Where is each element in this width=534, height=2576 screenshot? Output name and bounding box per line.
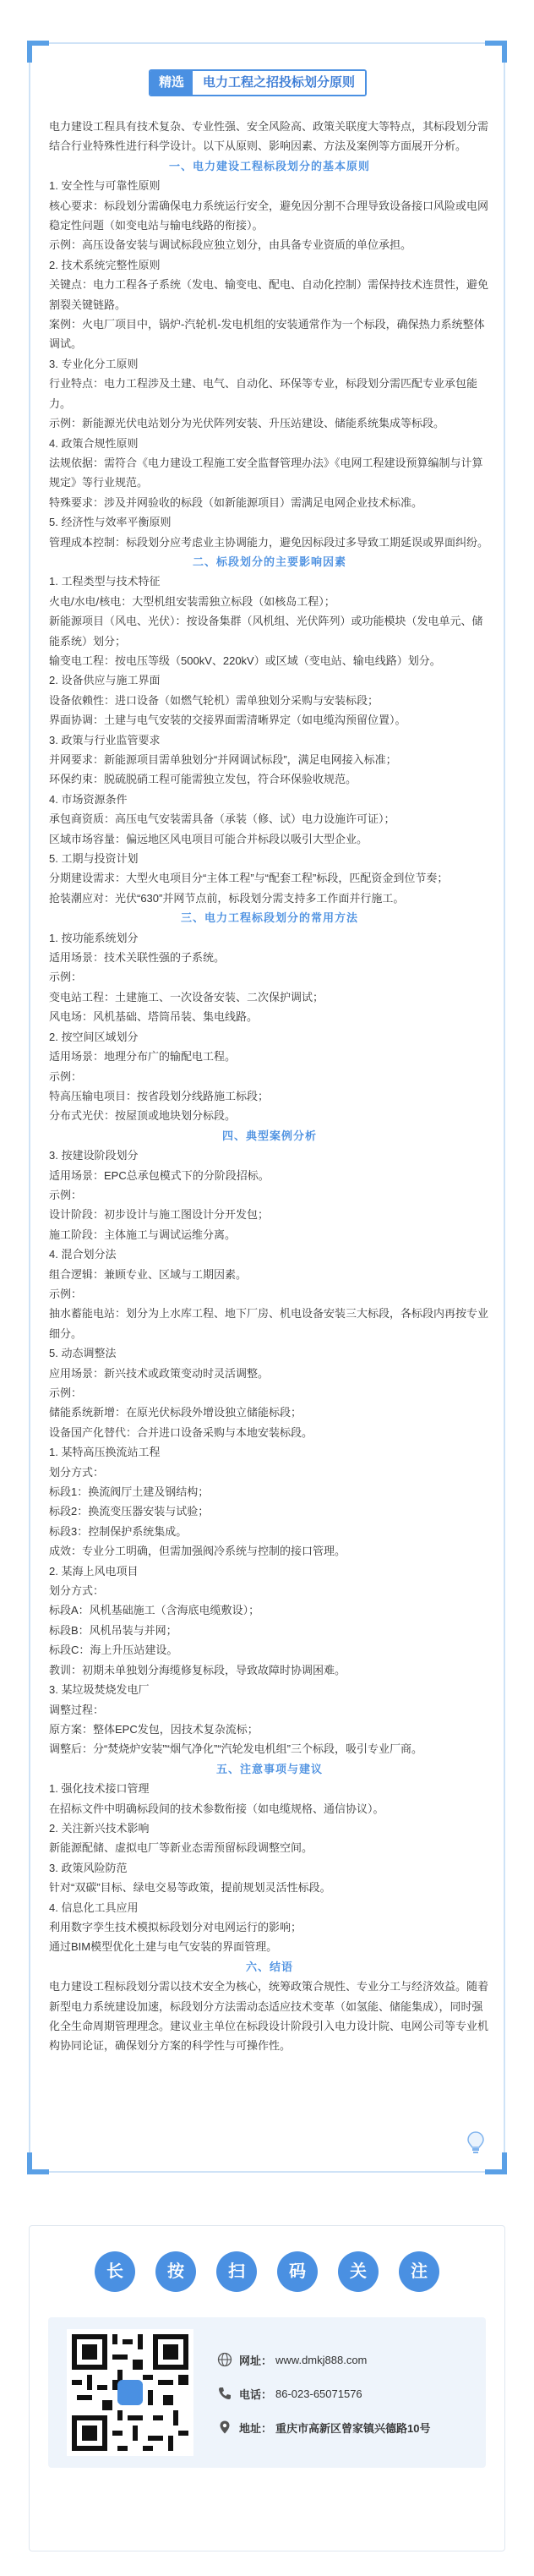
paragraph: 分期建设需求：大型火电项目分“主体工程”与“配套工程”标段，匹配资金到位节奏； — [49, 872, 449, 885]
location-icon — [217, 2420, 232, 2435]
article-title: 电力工程之招投标划分原则 — [193, 71, 365, 95]
paragraph: 管理成本控制：标段划分应考虑业主协调能力，避免因标段过多导致工期延误或界面纠纷。 — [49, 535, 489, 549]
paragraph: 分布式光伏：按屋顶或地块划分标段。 — [49, 1109, 237, 1123]
qr-code[interactable] — [67, 2329, 193, 2456]
paragraph: 并网要求：新能源项目需单独划分“并网调试标段”，满足电网接入标准； — [49, 753, 397, 766]
banner-char: 关 — [338, 2251, 379, 2292]
section-heading: 四、典型案例分析 — [221, 1129, 317, 1142]
paragraph: 2. 按空间区域划分 — [49, 1030, 139, 1043]
paragraph: 5. 动态调整法 — [49, 1347, 117, 1360]
paragraph: 示例： — [49, 1188, 83, 1201]
paragraph: 新能源配储、虚拟电厂等新业态需预留标段调整空间。 — [49, 1841, 313, 1855]
paragraph: 法规依据：需符合《电力建设工程施工安全监督管理办法》《电网工程建设预算编制与计算规定》等行业规范。 — [49, 456, 483, 489]
paragraph: 5. 工期与投资计划 — [49, 852, 139, 866]
paragraph: 标段1：换流阀厅土建及钢结构； — [49, 1485, 210, 1499]
paragraph: 4. 政策合规性原则 — [49, 436, 139, 450]
paragraph: 示例：高压设备安装与调试标段应独立划分，由具备专业资质的单位承担。 — [49, 238, 412, 252]
banner-char: 长 — [95, 2251, 135, 2292]
section-heading: 六、结语 — [245, 1960, 293, 1973]
paragraph: 利用数字孪生技术模拟标段划分对电网运行的影响； — [49, 1920, 302, 1933]
paragraph: 3. 按建设阶段划分 — [49, 1149, 139, 1162]
website-value[interactable]: www.dmkj888.com — [275, 2353, 368, 2366]
paragraph: 标段3：控制保护系统集成。 — [49, 1524, 188, 1538]
corner-decoration — [27, 41, 49, 63]
address-row — [217, 2410, 488, 2444]
paragraph: 2. 技术系统完整性原则 — [49, 258, 161, 271]
paragraph: 火电/水电/核电：大型机组安装需独立标段（如核岛工程）； — [49, 594, 335, 608]
paragraph: 应用场景：新兴技术或政策变动时灵活调整。 — [49, 1366, 270, 1380]
paragraph: 环保约束：脱硫脱硝工程可能需独立发包，符合环保验收规范。 — [49, 773, 357, 786]
paragraph: 核心要求：标段划分需确保电力系统运行安全，避免因分割不合理导致设备接口风险或电网稳定性问题（如变电站与输电线路的衔接）。 — [49, 199, 489, 232]
paragraph: 示例： — [49, 1386, 83, 1399]
paragraph: 2. 某海上风电项目 — [49, 1564, 139, 1578]
paragraph: 示例： — [49, 1287, 83, 1300]
phone-row — [217, 2376, 488, 2410]
paragraph: 电力建设工程标段划分需以技术安全为核心，统筹政策合规性、专业分工与经济效益。随着新型电力系统建设加速，标段划分方法需动态适应技术变革（如氢能、储能集成），同时强化全生命周期管理理念。建议业主单位在标段设计阶段引入电力设计院、电网公司等专业机构协同论证，确保划分方案的科学性与可操作性。 — [49, 1980, 489, 2053]
paragraph: 划分方式： — [49, 1584, 105, 1598]
paragraph: 适用场景：技术关联性强的子系统。 — [49, 951, 226, 965]
paragraph: 2. 设备供应与施工界面 — [49, 674, 161, 687]
paragraph: 示例： — [49, 1069, 83, 1083]
paragraph: 适用场景：EPC总承包模式下的分阶段招标。 — [49, 1168, 270, 1182]
footer-card — [29, 2225, 505, 2551]
paragraph: 设计阶段：初步设计与施工图设计分开发包； — [49, 1208, 270, 1222]
paragraph: 抢装潮应对：光伏“630”并网节点前，标段划分需支持多工作面并行施工。 — [49, 891, 405, 905]
paragraph: 1. 某特高压换流站工程 — [49, 1446, 161, 1459]
article-card — [29, 42, 505, 2173]
bulb-icon — [466, 2130, 485, 2156]
paragraph: 风电场：风机基础、塔筒吊装、集电线路。 — [49, 1010, 259, 1024]
section-heading: 五、注意事项与建议 — [215, 1762, 323, 1775]
paragraph: 标段A：风机基础施工（含海底电缆敷设）； — [49, 1604, 260, 1617]
paragraph: 标段B：风机吊装与并网； — [49, 1623, 177, 1637]
paragraph: 标段2：换流变压器安装与试验； — [49, 1505, 210, 1518]
paragraph: 调整后：分“焚烧炉安装”“烟气净化”“汽轮发电机组”三个标段，吸引专业厂商。 — [49, 1742, 422, 1756]
banner-char: 扫 — [216, 2251, 257, 2292]
address-label: 地址： — [239, 2421, 273, 2435]
section-heading: 一、电力建设工程标段划分的基本原则 — [168, 159, 370, 172]
paragraph: 行业特点：电力工程涉及土建、电气、自动化、环保等专业，标段划分需匹配专业承包能力。 — [49, 377, 478, 410]
corner-decoration — [485, 2152, 507, 2174]
paragraph: 案例：火电厂项目中，锅炉-汽轮机-发电机组的安装通常作为一个标段，确保热力系统整体调试。 — [49, 318, 485, 351]
paragraph: 1. 工程类型与技术特征 — [49, 575, 161, 588]
paragraph: 组合逻辑：兼顾专业、区域与工期因素。 — [49, 1267, 248, 1281]
follow-banner — [30, 2251, 504, 2292]
paragraph: 4. 市场资源条件 — [49, 792, 128, 806]
paragraph: 施工阶段：主体施工与调试运维分离。 — [49, 1228, 237, 1241]
paragraph: 变电站工程：土建施工、一次设备安装、二次保护调试； — [49, 990, 324, 1004]
paragraph: 3. 某垃圾焚烧发电厂 — [49, 1683, 150, 1697]
website-label: 网址： — [239, 2354, 273, 2367]
paragraph: 设备依赖性：进口设备（如燃气轮机）需单独划分采购与安装标段； — [49, 693, 379, 707]
paragraph: 划分方式： — [49, 1465, 105, 1479]
paragraph: 新能源项目（风电、光伏）：按设备集群（风机组、光伏阵列）或功能模块（发电单元、储能系统）划分； — [49, 615, 483, 648]
globe-icon — [217, 2352, 232, 2367]
paragraph: 调整过程： — [49, 1703, 105, 1716]
title-tag — [149, 69, 367, 96]
paragraph: 通过BIM模型优化土建与电气安装的界面管理。 — [49, 1940, 278, 1954]
paragraph: 成效：专业分工明确，但需加强阀冷系统与控制的接口管理。 — [49, 1545, 346, 1558]
paragraph: 5. 经济性与效率平衡原则 — [49, 516, 172, 529]
paragraph: 承包商资质：高压电气安装需具备（承装（修、试）电力设施许可证）； — [49, 812, 395, 826]
section-heading: 二、标段划分的主要影响因素 — [192, 555, 346, 568]
corner-decoration — [485, 41, 507, 63]
paragraph: 2. 关注新兴技术影响 — [49, 1821, 150, 1835]
paragraph: 针对“双碳”目标、绿电交易等政策，提前规划灵活性标段。 — [49, 1881, 331, 1895]
paragraph: 4. 混合划分法 — [49, 1248, 117, 1261]
paragraph: 标段C：海上升压站建设。 — [49, 1643, 178, 1657]
paragraph: 3. 专业化分工原则 — [49, 357, 139, 370]
tag-key: 精选 — [150, 71, 193, 95]
paragraph: 抽水蓄能电站：划分为上水库工程、地下厂房、机电设备安装三大标段，各标段内再按专业细分。 — [49, 1307, 489, 1340]
phone-icon — [217, 2386, 232, 2401]
paragraph: 3. 政策与行业监管要求 — [49, 733, 161, 747]
banner-char: 按 — [155, 2251, 196, 2292]
paragraph: 在招标文件中明确标段间的技术参数衔接（如电缆规格、通信协议）。 — [49, 1802, 384, 1815]
paragraph: 1. 按功能系统划分 — [49, 931, 139, 944]
paragraph: 设备国产化替代：合并进口设备采购与本地安装标段。 — [49, 1425, 313, 1439]
paragraph: 原方案：整体EPC发包，因技术复杂流标； — [49, 1722, 259, 1736]
paragraph: 教训：初期未单独划分海缆修复标段，导致故障时协调困难。 — [49, 1663, 346, 1676]
paragraph: 特高压输电项目：按省段划分线路施工标段； — [49, 1089, 270, 1102]
paragraph: 1. 强化技术接口管理 — [49, 1782, 150, 1796]
paragraph: 区域市场容量：偏远地区风电项目可能合并标段以吸引大型企业。 — [49, 832, 368, 845]
banner-char: 注 — [399, 2251, 439, 2292]
paragraph: 关键点：电力工程各子系统（发电、输变电、配电、自动化控制）需保持技术连贯性，避免割裂关键链路。 — [49, 278, 489, 311]
paragraph: 界面协调：土建与电气安装的交接界面需清晰界定（如电缆沟预留位置）。 — [49, 714, 406, 727]
contact-panel — [48, 2317, 486, 2468]
phone-label: 电话： — [239, 2387, 273, 2401]
paragraph: 储能系统新增：在原光伏标段外增设独立储能标段； — [49, 1406, 302, 1419]
paragraph: 适用场景：地理分布广的输配电工程。 — [49, 1050, 237, 1064]
paragraph: 示例： — [49, 971, 83, 984]
paragraph: 电力建设工程具有技术复杂、专业性强、安全风险高、政策关联度大等特点，其标段划分需结合行业特殊性进行科学设计。以下从原则、影响因素、方法及案例等方面展开分析。 — [49, 120, 489, 153]
article-body — [49, 117, 490, 2056]
address-value: 重庆市高新区曾家镇兴德路10号 — [275, 2421, 431, 2435]
phone-value[interactable]: 86-023-65071576 — [275, 2387, 362, 2400]
banner-char: 码 — [277, 2251, 318, 2292]
website-row — [217, 2343, 488, 2376]
paragraph: 示例：新能源光伏电站划分为光伏阵列安装、升压站建设、储能系统集成等标段。 — [49, 417, 445, 430]
paragraph: 3. 政策风险防范 — [49, 1861, 128, 1874]
paragraph: 1. 安全性与可靠性原则 — [49, 179, 161, 193]
paragraph: 特殊要求：涉及并网验收的标段（如新能源项目）需满足电网企业技术标准。 — [49, 495, 423, 509]
paragraph: 4. 信息化工具应用 — [49, 1901, 139, 1914]
paragraph: 输变电工程：按电压等级（500kV、220kV）或区域（变电站、输电线路）划分。 — [49, 654, 441, 667]
section-heading: 三、电力工程标段划分的常用方法 — [180, 911, 358, 925]
contact-info — [217, 2343, 488, 2444]
corner-decoration — [27, 2152, 49, 2174]
